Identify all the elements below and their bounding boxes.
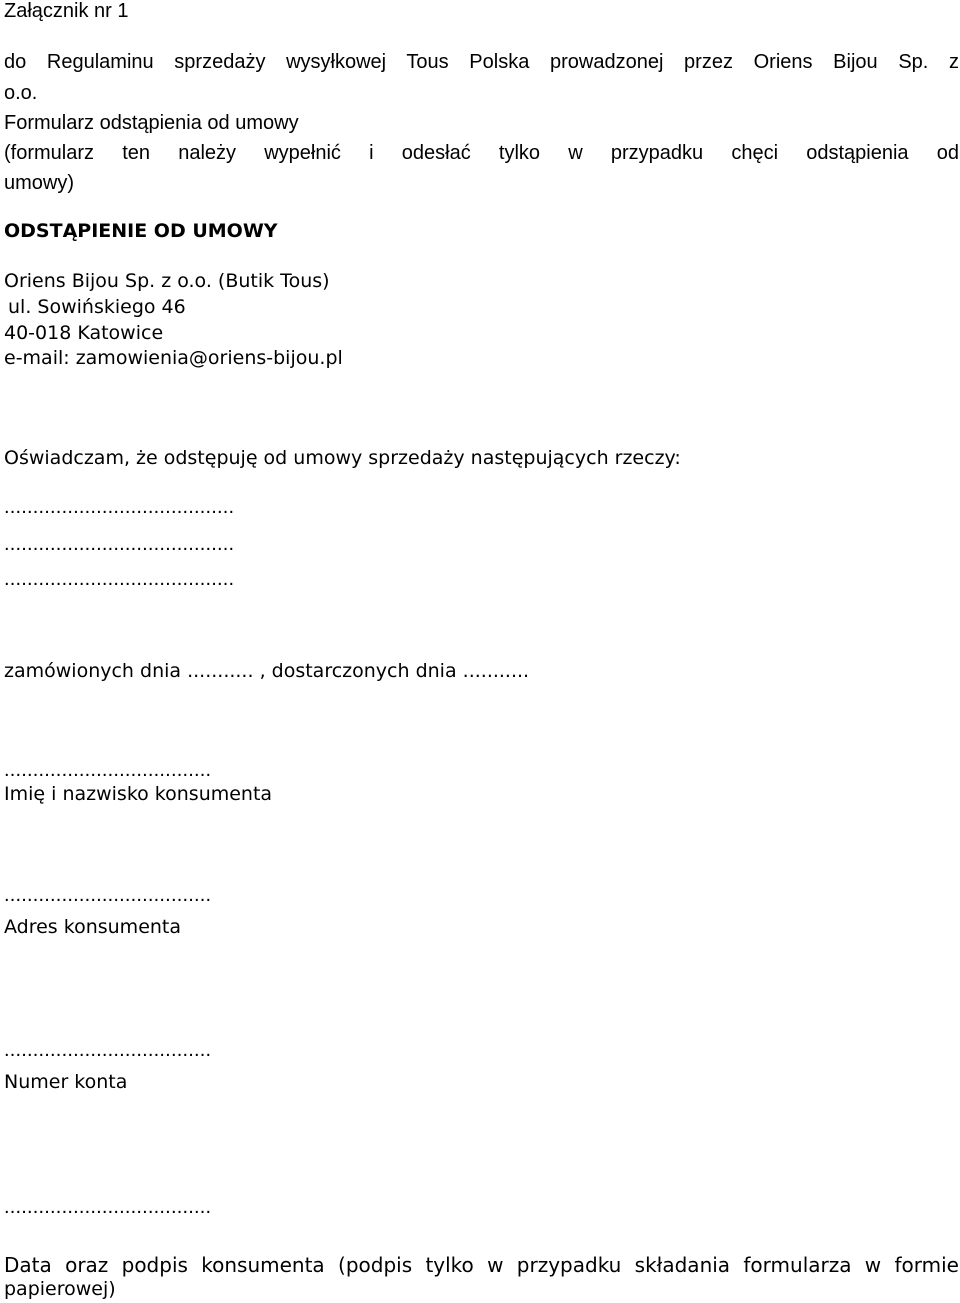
form-name: Formularz odstąpienia od umowy xyxy=(4,112,299,134)
account-blank-line: .................................... xyxy=(4,1039,212,1061)
item-blank-line-2: ........................................ xyxy=(4,533,235,555)
declaration-text: Oświadczam, że odstępuję od umowy sprzedaży następujących rzeczy: xyxy=(4,447,681,469)
account-number-label: Numer konta xyxy=(4,1071,128,1093)
consumer-name-label: Imię i nazwisko konsumenta xyxy=(4,783,273,805)
consumer-address-label: Adres konsumenta xyxy=(4,916,182,938)
order-dates-line xyxy=(4,662,529,681)
form-note-line1: (formularz ten należy wypełnić i odesłać tylko w przypadku chęci odstąpienia od xyxy=(4,142,959,164)
name-blank-line: .................................... xyxy=(4,759,212,781)
ordered-date-label: zamówionych dnia xyxy=(4,660,182,682)
signature-label-line1: Data oraz podpis konsumenta (podpis tylko w przypadku składania formularza w formie xyxy=(4,1253,959,1277)
addressee-email: e-mail: zamowienia@oriens-bijou.pl xyxy=(4,347,343,369)
delivered-date-label: , dostarczonych dnia xyxy=(259,660,457,682)
item-blank-line-1: ........................................ xyxy=(4,496,235,518)
regulation-reference-line1: do Regulaminu sprzedaży wysyłkowej Tous Polska prowadzonej przez Oriens Bijou Sp. z xyxy=(4,51,959,73)
regulation-reference-line2: o.o. xyxy=(4,82,38,104)
signature-blank-line: .................................... xyxy=(4,1196,212,1218)
signature-label-line2: papierowej) xyxy=(4,1278,116,1300)
addressee-street: ul. Sowińskiego 46 xyxy=(8,296,186,318)
delivered-date-blank: ........... xyxy=(462,660,530,682)
addressee-company: Oriens Bijou Sp. z o.o. (Butik Tous) xyxy=(4,270,330,292)
address-blank-line: .................................... xyxy=(4,884,212,906)
ordered-date-blank: ........... xyxy=(187,660,254,682)
annex-title: Załącznik nr 1 xyxy=(4,0,129,22)
form-note-line2: umowy) xyxy=(4,172,75,194)
withdrawal-heading: ODSTĄPIENIE OD UMOWY xyxy=(4,220,278,242)
addressee-city: 40-018 Katowice xyxy=(4,322,164,344)
item-blank-line-3: ........................................ xyxy=(4,568,235,590)
